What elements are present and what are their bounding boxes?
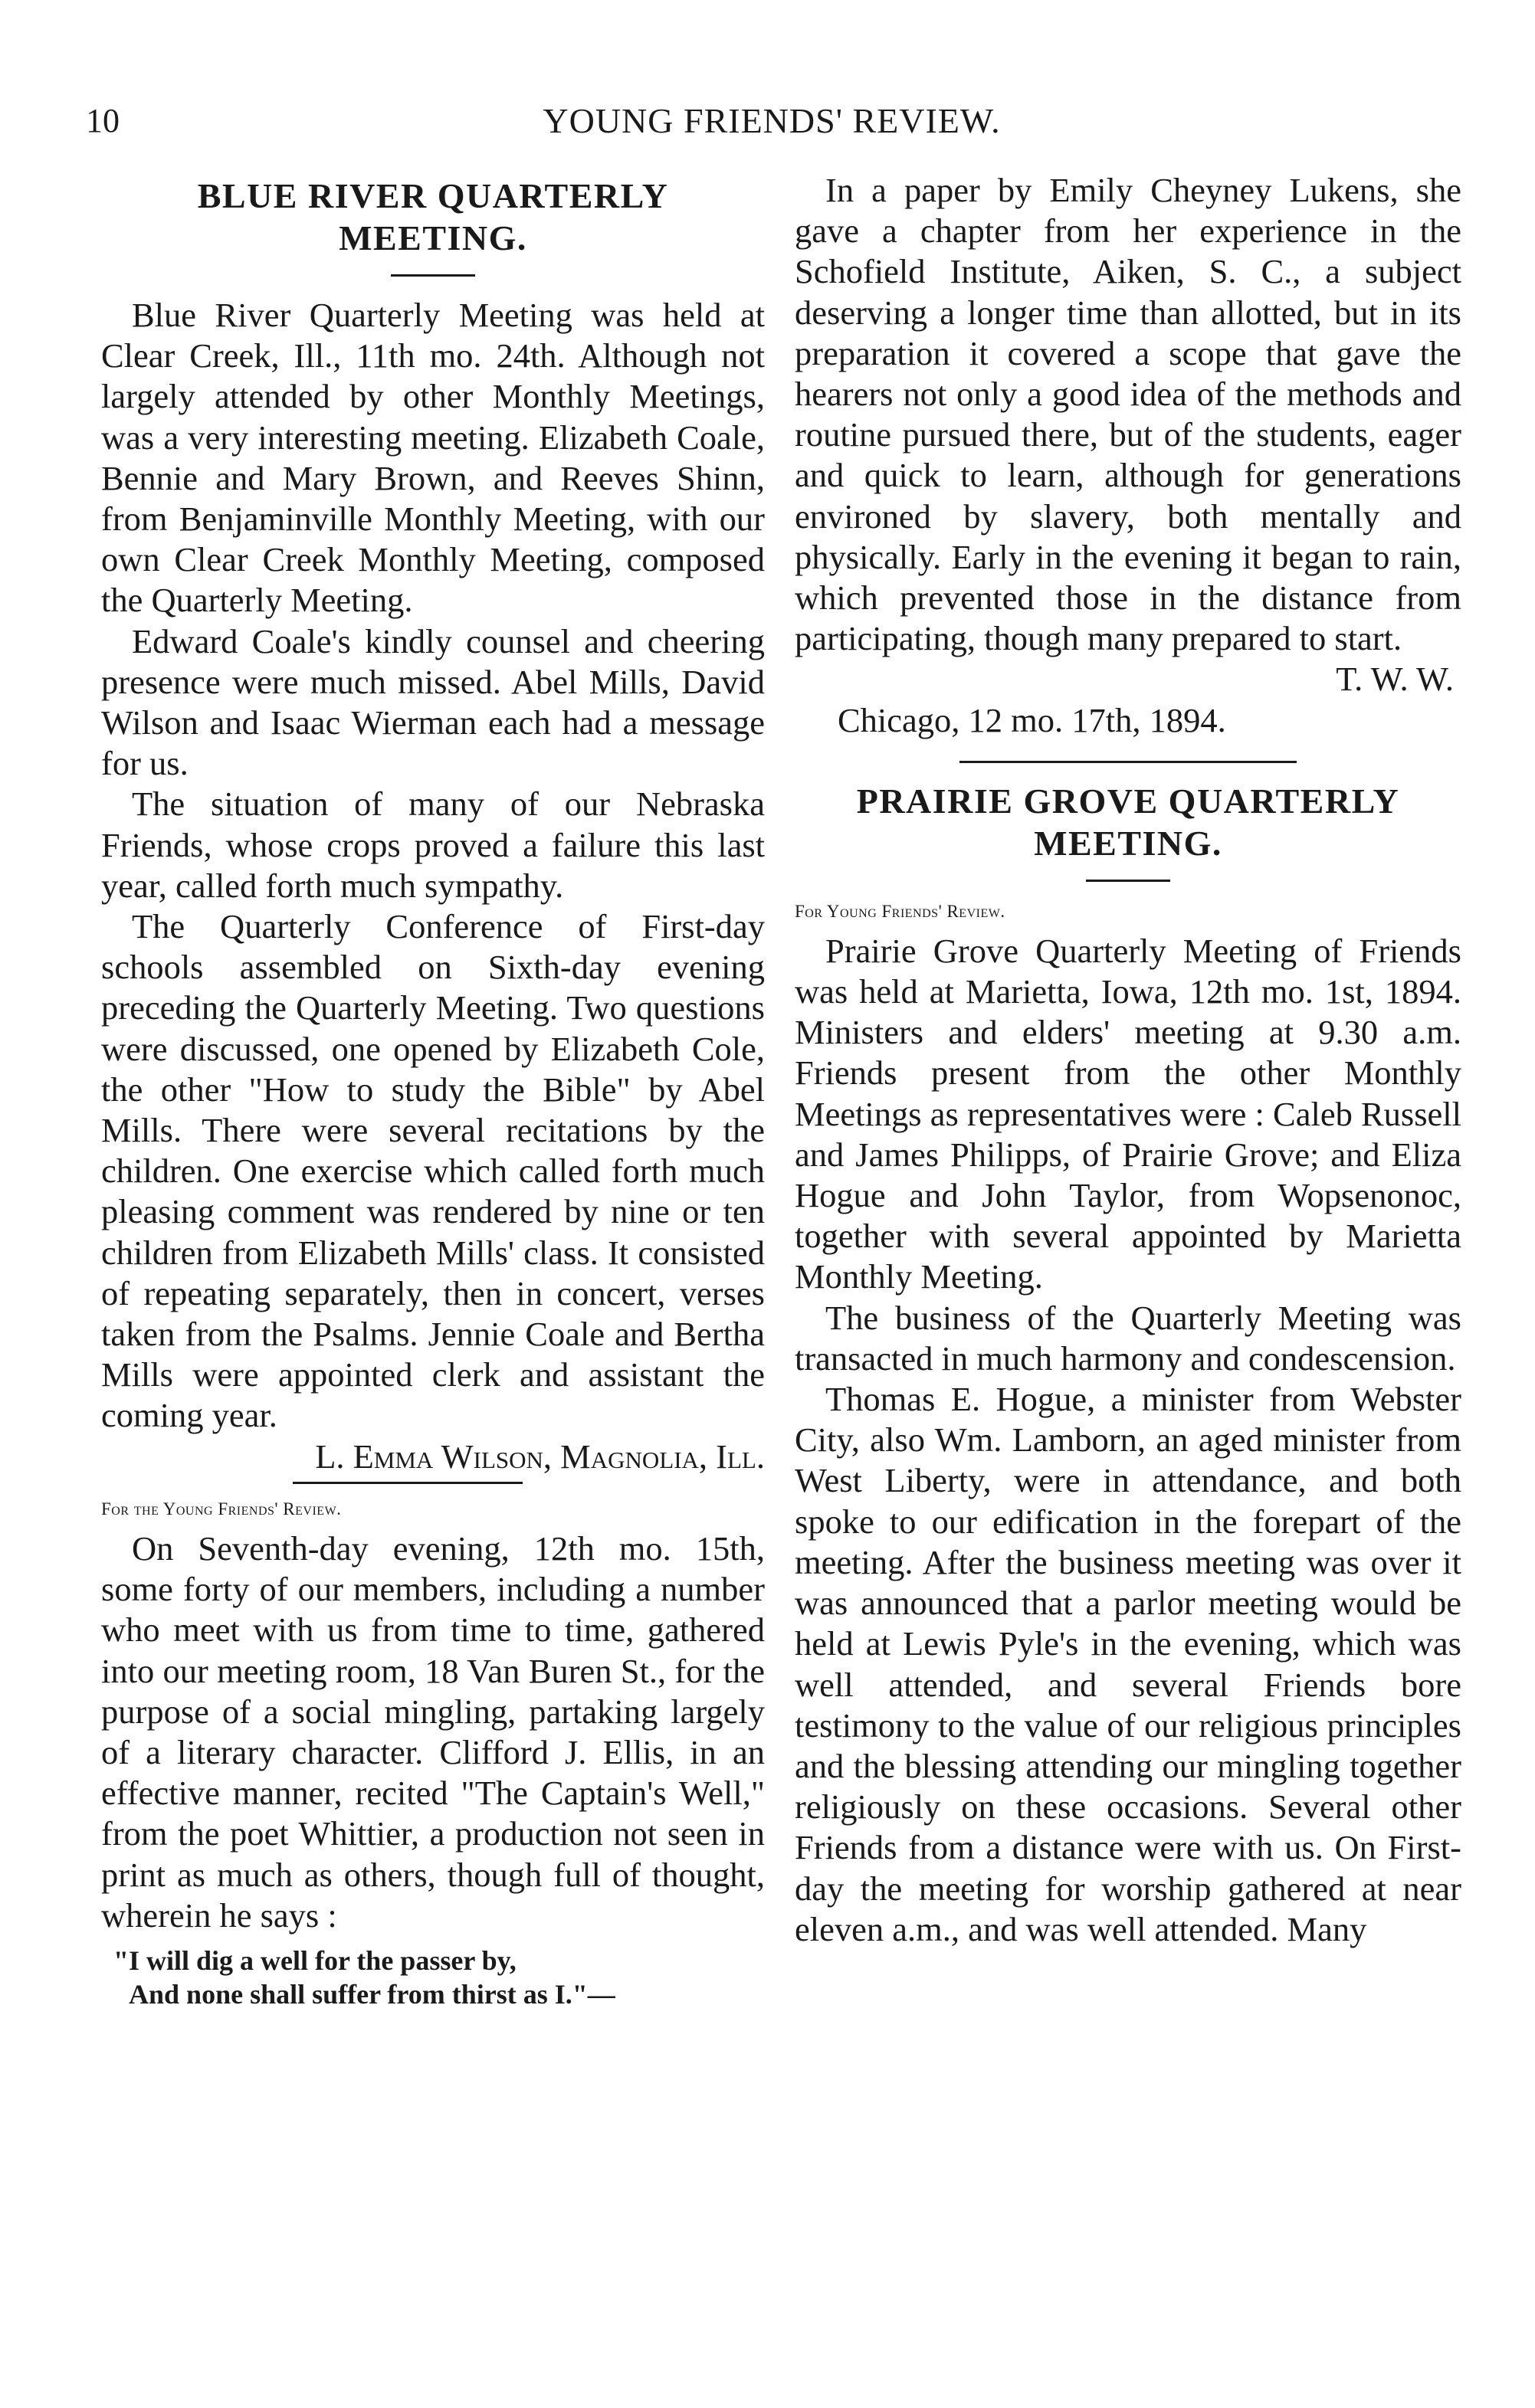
blue-river-paragraph-3: The situation of many of our Nebraska Friends, whose crops proved a failure this last year, called forth much sympathy. (101, 785, 765, 905)
chicago-signature: T. W. W. (1336, 660, 1454, 699)
heading-rule (391, 274, 475, 277)
blue-river-paragraph-1: Blue River Quarterly Meeting was held at Clear Creek, Ill., 11th mo. 24th. Although not largely attended by other Monthly Meetings, was a very interesting meeting. Elizabeth Coale, Bennie and Mary Brown, and Reeves Shinn, from Benjaminville Monthly Meeting, with our own Clear Creek Monthly Meeting, composed the Quarterly Meeting. (101, 296, 765, 620)
page-header (86, 98, 1458, 152)
right-column (795, 170, 1461, 1950)
running-title: YOUNG FRIENDS' REVIEW. (543, 101, 1001, 140)
section-rule (959, 761, 1297, 763)
prairie-grove-paragraph-2: The business of the Quarterly Meeting was transacted in much harmony and condescension. (795, 1298, 1461, 1378)
blue-river-signature: L. Emma Wilson, Magnolia, Ill. (315, 1437, 765, 1476)
chicago-paragraph-1: On Seventh-day evening, 12th mo. 15th, some forty of our members, including a number who meet with us from time to time, gathered into our meeting room, 18 Van Buren St., for the purpose of a social mingling, partaking largely of a literary character. Clifford J. Ellis, in an effective manner, recited "The Captain's Well," from the poet Whittier, a production not seen in print as much as others, though full of thought, wherein he says : (101, 1528, 765, 1935)
blue-river-paragraph-4: The Quarterly Conference of First-day schools assembled on Sixth-day evening preceding the Quarterly Meeting. Two questions were discussed, one opened by Elizabeth Cole, the other "How to study the Bible" by Abel Mills. There were several recitations by the children. One exercise which called forth much pleasing comment was rendered by nine or ten children from Elizabeth Mills' class. It consisted of repeating separately, then in concert, verses taken from the Psalms. Jennie Coale and Bertha Mills were appointed clerk and assistant the coming year. (101, 907, 765, 1435)
prairie-grove-heading: PRAIRIE GROVE QUARTERLY MEETING. (856, 781, 1400, 863)
verse-quote (101, 1944, 765, 2011)
prairie-grove-paragraph-3: Thomas E. Hogue, a minister from Webster City, also Wm. Lamborn, an aged minister from West Liberty, were in attendance, and both spoke to our edification in the forepart of the meeting. After the business meeting was over it was announced that a parlor meeting would be held at Lewis Pyle's in the evening, which was well attended, and several Friends bore testimony to the value of our religious principles and the blessing attending our mingling together religiously on these occasions. Several other Friends from a distance were with us. On First-day the meeting for worship gathered at near eleven a.m., and was well attended. Many (795, 1380, 1461, 1948)
heading-rule (1086, 880, 1170, 882)
section-rule (293, 1482, 523, 1484)
blue-river-paragraph-2: Edward Coale's kindly counsel and cheering presence were much missed. Abel Mills, David Wilson and Isaac Wierman each had a message for us. (101, 621, 765, 783)
verse-line-1: "I will dig a well for the passer by, (113, 1944, 517, 1976)
blue-river-heading: BLUE RIVER QUARTERLY MEETING. (197, 176, 669, 257)
left-column (101, 170, 765, 2011)
chicago-byline: For the Young Friends' Review. (101, 1499, 342, 1519)
chicago-paragraph-2: In a paper by Emily Cheyney Lukens, she gave a chapter from her experience in the Schofield Institute, Aiken, S. C., a subject deserving a longer time than allotted, but in its preparation it covered a scope that gave the hearers not only a good idea of the methods and routine pursued there, but of the students, eager and quick to learn, although for generations environed by slavery, both mentally and physically. Early in the evening it began to rain, which prevented those in the distance from participating, though many prepared to start. (795, 171, 1461, 658)
prairie-grove-byline: For Young Friends' Review. (795, 901, 1005, 921)
verse-line-2: And none shall suffer from thirst as I."— (129, 1978, 615, 2010)
prairie-grove-paragraph-1: Prairie Grove Quarterly Meeting of Friends was held at Marietta, Iowa, 12th mo. 1st, 1894. Ministers and elders' meeting at 9.30 a.m. Friends present from the other Monthly Meetings as representatives were : Caleb Russell and James Philipps, of Prairie Grove; and Eliza Hogue and John Taylor, from Wopsenonoc, together with several appointed by Marietta Monthly Meeting. (795, 931, 1461, 1296)
chicago-dateline: Chicago, 12 mo. 17th, 1894. (838, 700, 1226, 739)
page-number: 10 (86, 102, 120, 139)
